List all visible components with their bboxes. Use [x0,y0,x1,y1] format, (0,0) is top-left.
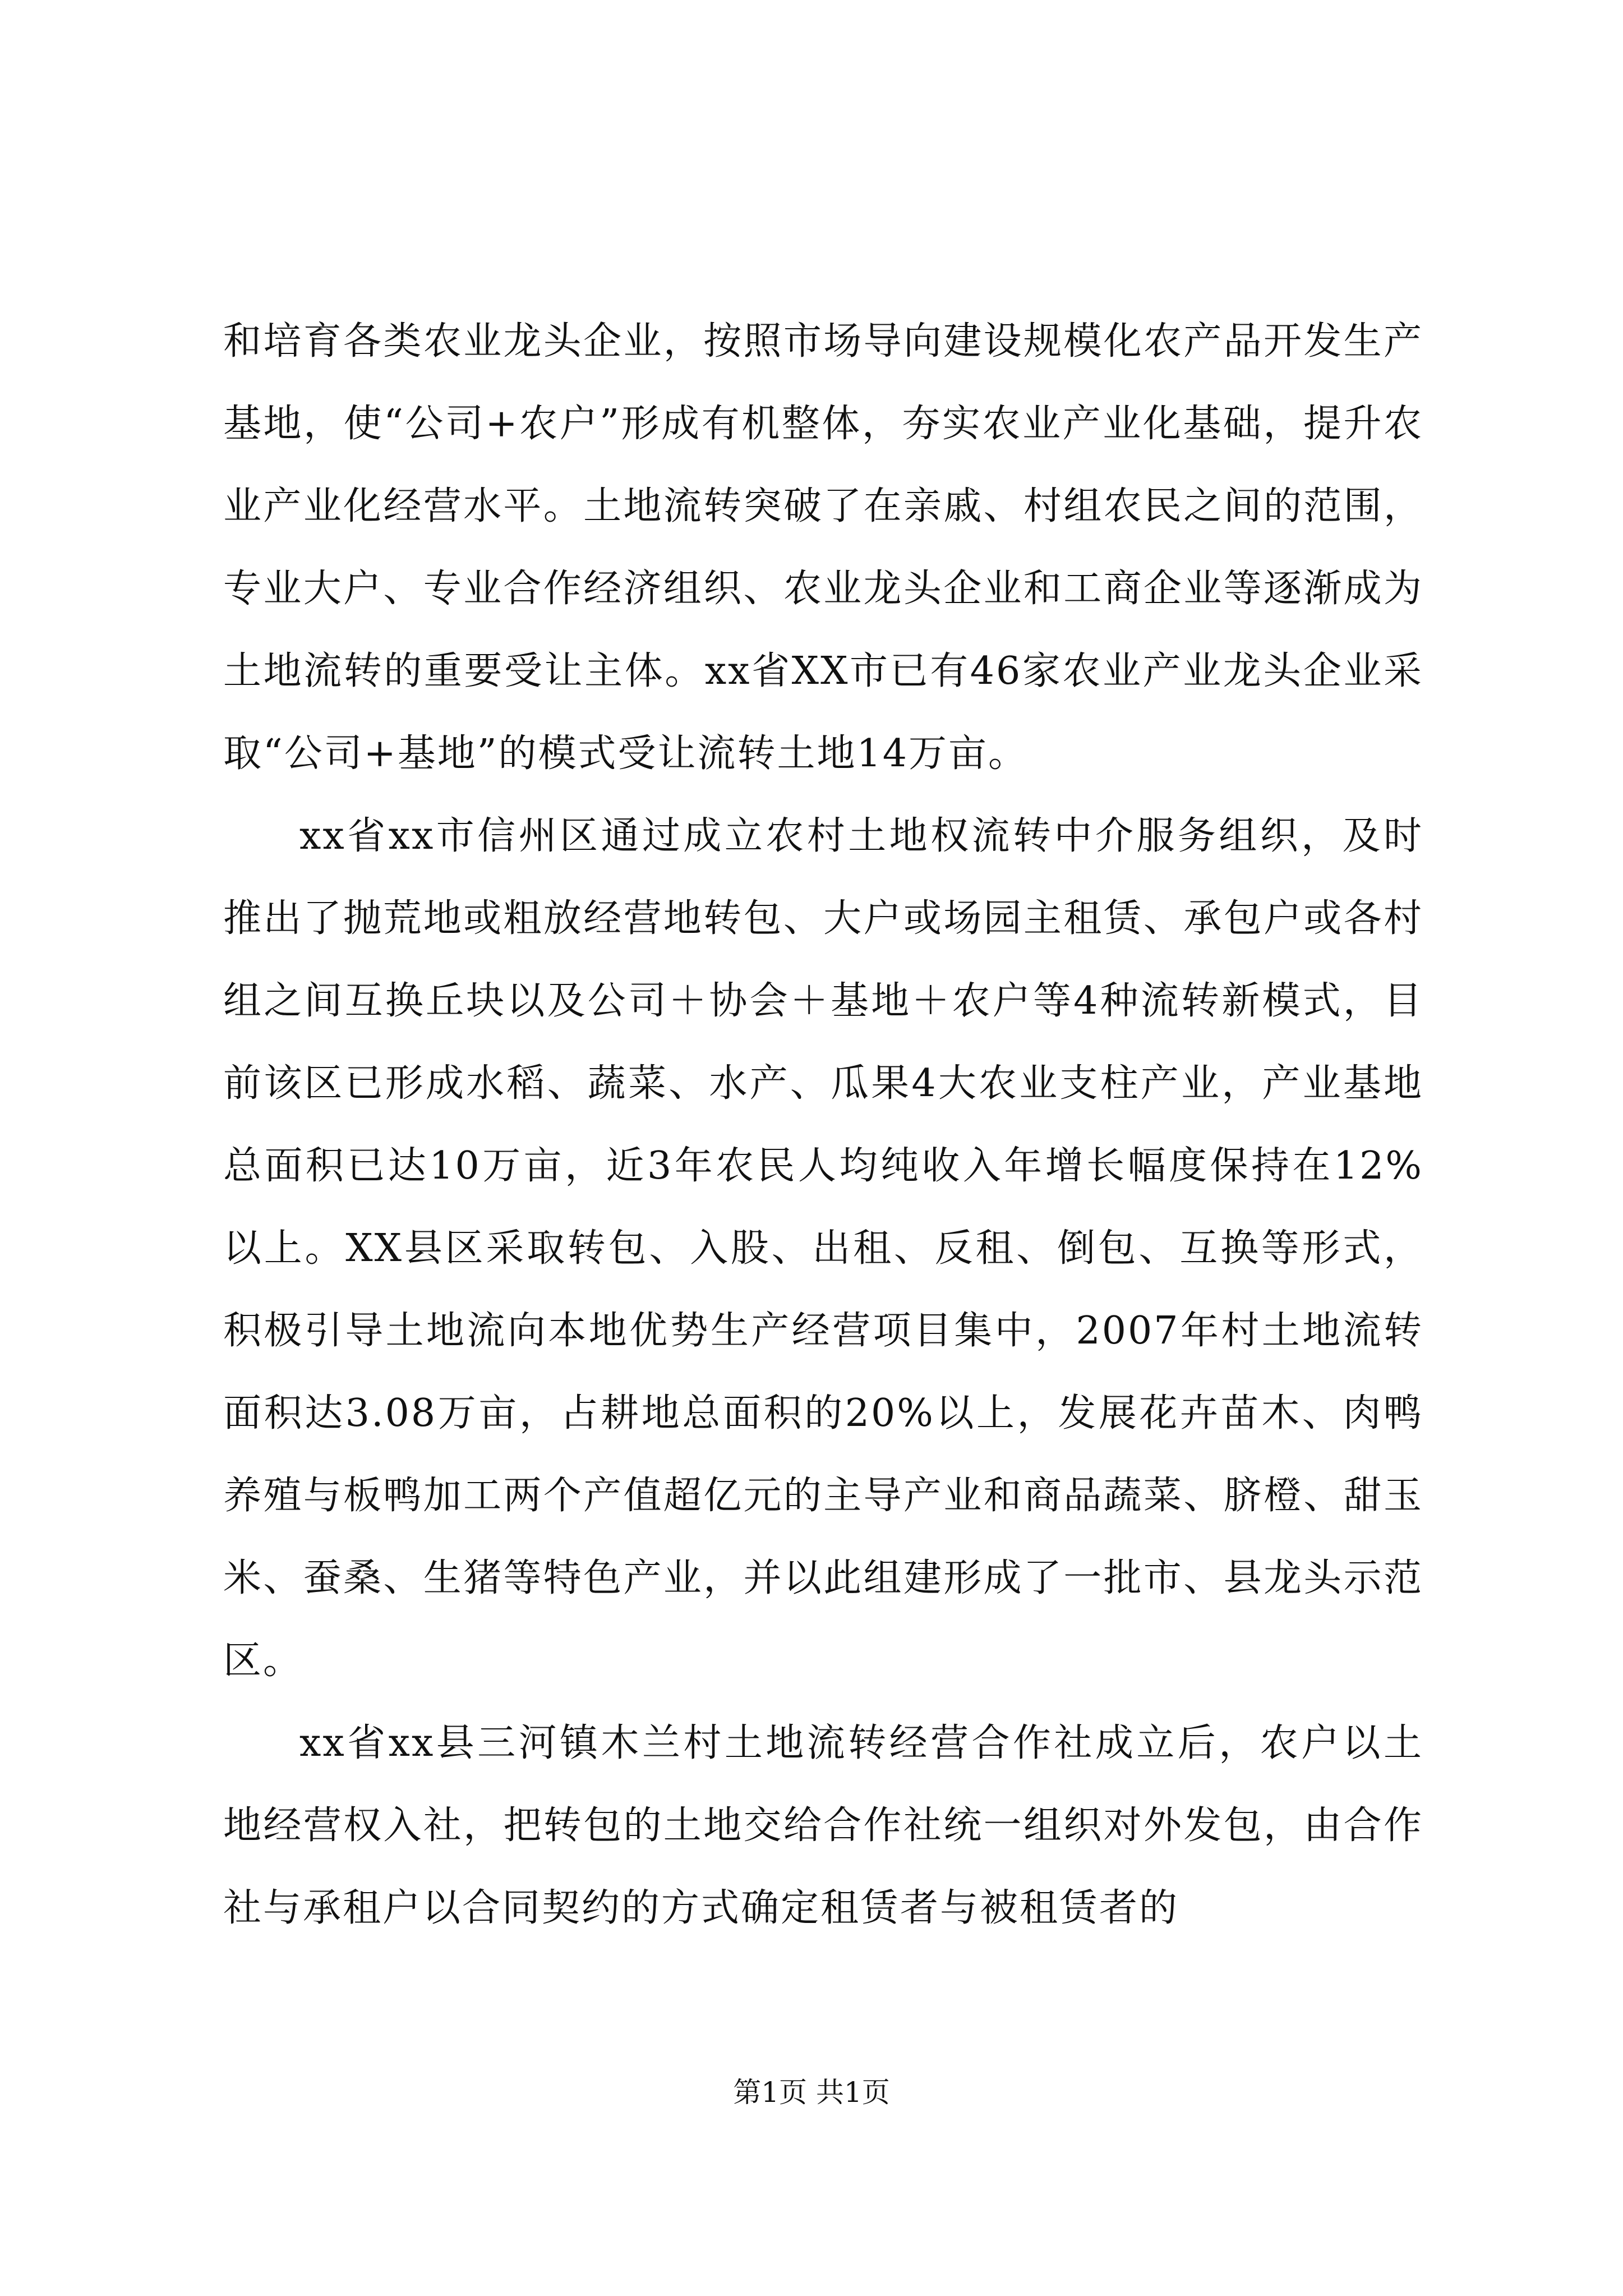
paragraph-1: 和培育各类农业龙头企业，按照市场导向建设规模化农产品开发生产基地，使“公司+农户”形成有机整体，夯实农业产业化基础，提升农业产业化经营水平。土地流转突破了在亲戚、村组农民之间的范围，专业大户、专业合作经济组织、农业龙头企业和工商企业等逐渐成为土地流转的重要受让主体。xx省XX市已有46家农业产业龙头企业采取“公司+基地”的模式受让流转土地14万亩。 [223,319,1423,776]
page-footer: 第1页 共1页 [733,2076,890,2109]
paragraph-2: xx省xx市信州区通过成立农村土地权流转中介服务组织，及时推出了抛荒地或粗放经营地转包、大户或场园主租赁、承包户或各村组之间互换丘块以及公司＋协会＋基地＋农户等4种流转新模式，目前该区已形成水稻、蔬菜、水产、瓜果4大农业支柱产业，产业基地总面积已达10万亩，近3年农民人均纯收入年增长幅度保持在12%以上。XX县区采取转包、入股、出租、反租、倒包、互换等形式，积极引导土地流向本地优势生产经营项目集中，2007年村土地流转面积达3.08万亩，占耕地总面积的20%以上，发展花卉苗木、肉鸭养殖与板鸭加工两个产值超亿元的主导产业和商品蔬菜、脐橙、甜玉米、蚕桑、生猪等特色产业，并以此组建形成了一批市、县龙头示范区。 [223,814,1423,1683]
paragraph-3: xx省xx县三河镇木兰村土地流转经营合作社成立后，农户以土地经营权入社，把转包的土地交给合作社统一组织对外发包，由合作社与承租户以合同契约的方式确定租赁者与被租赁者的 [223,1721,1423,1930]
document-body [223,300,1423,1949]
